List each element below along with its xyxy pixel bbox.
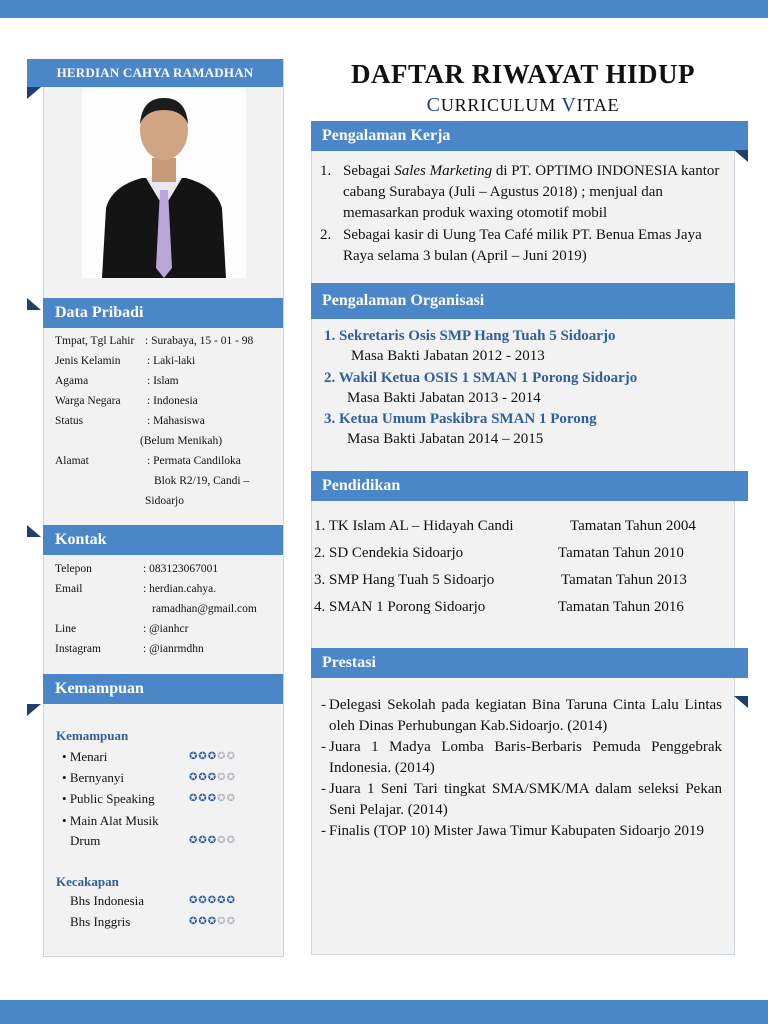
star-filled-icon: ✪ [189, 895, 199, 906]
subtitle-cap: C [426, 94, 441, 116]
section-header-personal: Data Pribadi [43, 298, 283, 328]
skill-label: Bernyanyi [69, 770, 124, 785]
personal-row [55, 491, 275, 511]
work-text-part: di PT. OPTIMO INDONESIA kantor cabang Surabaya (Juli – Agustus 2018) ; menjual dan memasarkan produk waxing otomotif mobil [343, 163, 720, 221]
contact-row-key: Line [55, 623, 77, 635]
personal-row-value: Sidoarjo [145, 495, 184, 507]
education-year: Tamatan Tahun 2010 [558, 545, 684, 561]
contact-row [55, 579, 275, 599]
personal-row [55, 391, 275, 411]
bullet-icon: • [62, 791, 70, 806]
personal-row [55, 431, 275, 451]
name-banner: HERDIAN CAHYA RAMADHAN [27, 59, 283, 87]
personal-row [55, 351, 275, 371]
personal-row-value: Blok R2/19, Candi – [154, 475, 250, 487]
personal-row-value: : Laki-laki [147, 355, 196, 367]
star-empty-icon: ✪ [217, 772, 227, 783]
work-item-text [343, 225, 723, 267]
personal-row-value: (Belum Menikah) [140, 435, 223, 447]
rating-stars [189, 895, 236, 906]
education-year: Tamatan Tahun 2013 [561, 572, 687, 588]
contact-row-key: Email [55, 583, 83, 595]
work-text-part: Sebagai kasir di Uung Tea Café milik PT. Benua Emas Jaya Raya selama 3 bulan (April – Juni 2019) [343, 227, 702, 264]
education-school: 2. SD Cendekia Sidoarjo [314, 545, 464, 561]
organization-number: 3. [324, 411, 336, 427]
education-school: 4. SMAN 1 Porong Sidoarjo [314, 599, 486, 615]
star-filled-icon: ✪ [226, 895, 236, 906]
education-year: Tamatan Tahun 2016 [558, 599, 684, 615]
contact-row [55, 599, 275, 619]
section-fold-icon [27, 298, 41, 310]
banner-fold-icon [27, 87, 41, 99]
contact-row-value: : 083123067001 [143, 563, 219, 575]
star-empty-icon: ✪ [226, 835, 236, 846]
personal-row [55, 451, 275, 471]
achievement-item: Juara 1 Madya Lomba Baris-Berbaris Pemuda Penggebrak Indonesia. (2014) [329, 739, 722, 776]
rating-stars [189, 793, 236, 804]
star-filled-icon: ✪ [198, 793, 208, 804]
section-header-organization: Pengalaman Organisasi [311, 283, 735, 319]
skill-item [62, 791, 155, 807]
contact-row-value: : @ianrmdhn [143, 643, 204, 655]
achievement-item: Juara 1 Seni Tari tingkat SMA/SMK/MA dalam seleksi Pekan Seni Pelajar. (2014) [329, 781, 722, 818]
star-filled-icon: ✪ [207, 793, 218, 804]
section-fold-icon [734, 150, 748, 162]
subtitle-part: ITAE [576, 95, 620, 115]
organization-name: Wakil Ketua OSIS 1 SMAN 1 Porong Sidoarjo [338, 370, 638, 386]
work-text-part: Sebagai [343, 163, 395, 179]
rating-stars [189, 916, 236, 927]
star-empty-icon: ✪ [217, 835, 227, 846]
section-header-education: Pendidikan [311, 471, 748, 501]
star-filled-icon: ✪ [189, 772, 199, 783]
achievement-item: Finalis (TOP 10) Mister Jawa Timur Kabupaten Sidoarjo 2019 [329, 823, 704, 839]
star-filled-icon: ✪ [217, 895, 227, 906]
contact-row-value: ramadhan@gmail.com [152, 603, 257, 615]
star-filled-icon: ✪ [207, 916, 218, 927]
personal-row [55, 471, 275, 491]
star-filled-icon: ✪ [207, 751, 218, 762]
skills-subheading: Kemampuan [56, 728, 129, 743]
languages-subheading: Kecakapan [56, 874, 119, 889]
star-filled-icon: ✪ [189, 751, 199, 762]
achievement-dash: - [321, 823, 326, 839]
star-empty-icon: ✪ [226, 751, 236, 762]
personal-row-value: : Surabaya, 15 - 01 - 98 [145, 335, 254, 347]
rating-stars [189, 772, 236, 783]
skill-label: Menari [69, 749, 108, 764]
organization-title [324, 411, 597, 428]
contact-row [55, 619, 275, 639]
achievement-item: Delegasi Sekolah pada kegiatan Bina Taruna Cinta Lalu Lintas oleh Dinas Perhubungan Kab.Sidoarjo. (2014) [329, 697, 722, 734]
star-filled-icon: ✪ [207, 835, 218, 846]
personal-row-value: : Islam [147, 375, 179, 387]
personal-row-key: Status [55, 415, 84, 427]
organization-period: Masa Bakti Jabatan 2013 - 2014 [347, 390, 541, 406]
top-accent-bar [0, 0, 768, 18]
organization-title [324, 370, 637, 387]
work-item-number: 2. [320, 227, 332, 243]
personal-row-value: : Permata Candiloka [147, 455, 241, 467]
contact-row-key: Telepon [55, 563, 92, 575]
subtitle-cap: V [561, 94, 577, 116]
skill-label: Main Alat Musik [69, 813, 159, 828]
star-filled-icon: ✪ [189, 916, 199, 927]
language-label: Bhs Inggris [70, 914, 131, 929]
subtitle-part: URRICULUM [440, 95, 562, 115]
star-empty-icon: ✪ [226, 916, 236, 927]
star-filled-icon: ✪ [198, 895, 208, 906]
star-filled-icon: ✪ [207, 772, 218, 783]
organization-name: Ketua Umum Paskibra SMAN 1 Porong [339, 411, 597, 427]
section-header-contact: Kontak [43, 525, 283, 555]
organization-number: 2. [324, 370, 336, 386]
contact-row-value: : @ianhcr [143, 623, 189, 635]
document-title: DAFTAR RIWAYAT HIDUP [350, 59, 696, 89]
star-filled-icon: ✪ [207, 895, 218, 906]
work-item-number: 1. [320, 163, 332, 179]
contact-row [55, 559, 275, 579]
star-empty-icon: ✪ [226, 793, 236, 804]
skill-item [62, 770, 124, 786]
education-school: 1. TK Islam AL – Hidayah Candi [314, 518, 514, 534]
skill-item [62, 813, 159, 829]
star-empty-icon: ✪ [226, 772, 236, 783]
rating-stars [189, 835, 236, 846]
organization-period: Masa Bakti Jabatan 2014 – 2015 [347, 431, 544, 447]
star-filled-icon: ✪ [198, 835, 208, 846]
bullet-icon: • [62, 749, 70, 764]
contact-row-value: : herdian.cahya. [143, 583, 217, 595]
personal-row-value: : Mahasiswa [147, 415, 205, 427]
section-header-achievements: Prestasi [311, 648, 748, 678]
education-school: 3. SMP Hang Tuah 5 Sidoarjo [314, 572, 495, 588]
organization-name: Sekretaris Osis SMP Hang Tuah 5 Sidoarjo [339, 328, 616, 344]
personal-row-key: Warga Negara [55, 395, 121, 407]
personal-row [55, 371, 275, 391]
document-subtitle [311, 94, 735, 117]
achievement-dash: - [321, 781, 326, 797]
personal-row [55, 411, 275, 431]
bullet-icon: • [62, 813, 70, 828]
star-empty-icon: ✪ [217, 916, 227, 927]
achievement-dash: - [321, 697, 326, 713]
star-filled-icon: ✪ [198, 751, 208, 762]
work-item-text [343, 161, 723, 224]
skill-label-continued: Drum [70, 833, 101, 848]
star-filled-icon: ✪ [198, 772, 208, 783]
rating-stars [189, 751, 236, 762]
contact-row [55, 639, 275, 659]
star-empty-icon: ✪ [217, 793, 227, 804]
bullet-icon: • [62, 770, 70, 785]
achievement-dash: - [321, 739, 326, 755]
section-fold-icon [734, 696, 748, 708]
work-text-emphasis: Sales Marketing [394, 163, 493, 179]
skill-item [62, 749, 107, 765]
star-filled-icon: ✪ [189, 835, 199, 846]
organization-period: Masa Bakti Jabatan 2012 - 2013 [351, 348, 545, 364]
personal-row-key: Agama [55, 375, 89, 387]
star-filled-icon: ✪ [189, 793, 199, 804]
language-label: Bhs Indonesia [70, 893, 145, 908]
section-fold-icon [27, 525, 41, 537]
personal-row [55, 331, 275, 351]
section-header-abilities: Kemampuan [43, 674, 283, 704]
contact-row-key: Instagram [55, 643, 101, 655]
bottom-accent-bar [0, 1000, 768, 1024]
organization-title [324, 328, 615, 345]
star-empty-icon: ✪ [217, 751, 227, 762]
organization-number: 1. [324, 328, 336, 344]
section-header-work: Pengalaman Kerja [311, 121, 748, 151]
personal-row-key: Jenis Kelamin [55, 355, 121, 367]
education-year: Tamatan Tahun 2004 [570, 518, 696, 534]
star-filled-icon: ✪ [198, 916, 208, 927]
section-fold-icon [27, 704, 41, 716]
personal-row-key: Tmpat, Tgl Lahir [55, 335, 135, 347]
skill-label: Public Speaking [69, 791, 155, 806]
personal-row-key: Alamat [55, 455, 89, 467]
profile-photo [82, 88, 246, 278]
personal-row-value: : Indonesia [147, 395, 198, 407]
